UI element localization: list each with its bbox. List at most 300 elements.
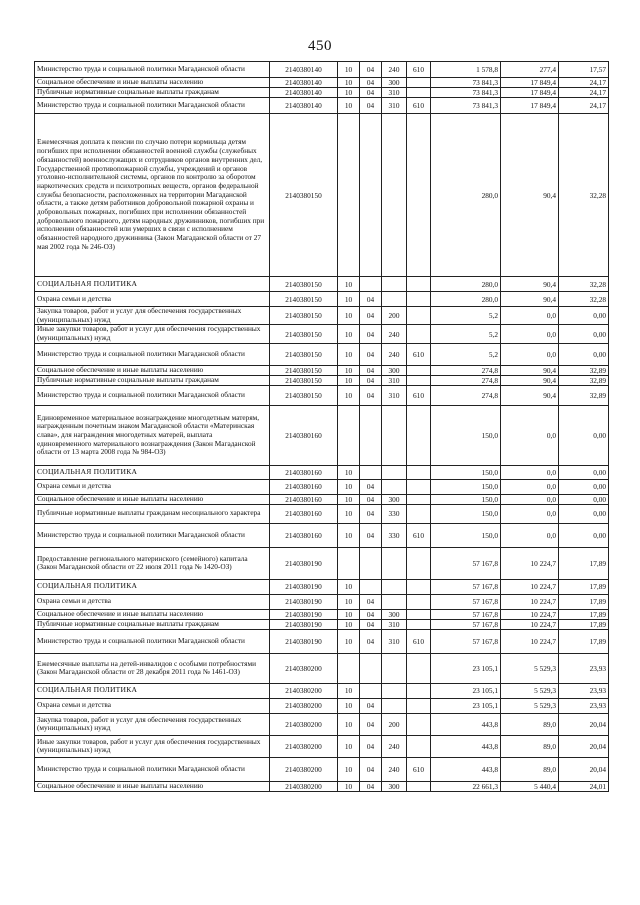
expense-type-code: 330 bbox=[382, 523, 407, 547]
department-code bbox=[407, 579, 431, 594]
subsection-code: 04 bbox=[360, 343, 382, 365]
subsection-code: 04 bbox=[360, 698, 382, 713]
department-code bbox=[407, 375, 431, 385]
section-code: 10 bbox=[338, 609, 360, 619]
row-name: Министерство труда и социальной политики Магаданской области bbox=[35, 343, 270, 365]
executed-amount: 90,4 bbox=[501, 277, 559, 292]
execution-percent: 17,89 bbox=[559, 619, 609, 629]
department-code: 610 bbox=[407, 523, 431, 547]
execution-percent: 20,04 bbox=[559, 735, 609, 757]
executed-amount: 5 529,3 bbox=[501, 653, 559, 683]
department-code bbox=[407, 683, 431, 698]
executed-amount: 5 529,3 bbox=[501, 683, 559, 698]
approved-amount: 443,8 bbox=[431, 757, 501, 781]
row-name: Охрана семьи и детства bbox=[35, 292, 270, 307]
executed-amount: 277,4 bbox=[501, 62, 559, 78]
table-row bbox=[35, 683, 609, 698]
section-code bbox=[338, 653, 360, 683]
subsection-code bbox=[360, 683, 382, 698]
execution-percent: 23,93 bbox=[559, 653, 609, 683]
department-code bbox=[407, 114, 431, 277]
department-code bbox=[407, 307, 431, 325]
approved-amount: 5,2 bbox=[431, 343, 501, 365]
executed-amount: 0,0 bbox=[501, 523, 559, 547]
executed-amount: 90,4 bbox=[501, 292, 559, 307]
execution-percent: 0,00 bbox=[559, 479, 609, 494]
table-row bbox=[35, 114, 609, 277]
execution-percent: 32,89 bbox=[559, 365, 609, 375]
row-name: Социальное обеспечение и иные выплаты населению bbox=[35, 78, 270, 88]
executed-amount: 10 224,7 bbox=[501, 579, 559, 594]
section-code: 10 bbox=[338, 307, 360, 325]
executed-amount: 90,4 bbox=[501, 365, 559, 375]
subsection-code: 04 bbox=[360, 781, 382, 791]
section-code bbox=[338, 114, 360, 277]
row-name: Закупка товаров, работ и услуг для обеспечения государственных (муниципальных) нужд bbox=[35, 307, 270, 325]
executed-amount: 10 224,7 bbox=[501, 609, 559, 619]
target-article-code: 2140380140 bbox=[270, 62, 338, 78]
executed-amount: 5 440,4 bbox=[501, 781, 559, 791]
row-name: Предоставление регионального материнского (семейного) капитала (Закон Магаданской области от 22 июля 2011 года № 1420-ОЗ) bbox=[35, 547, 270, 579]
expense-type-code: 310 bbox=[382, 385, 407, 405]
approved-amount: 150,0 bbox=[431, 494, 501, 504]
executed-amount: 89,0 bbox=[501, 713, 559, 735]
page-number: 450 bbox=[308, 38, 332, 54]
subsection-code: 04 bbox=[360, 619, 382, 629]
table-row bbox=[35, 88, 609, 98]
target-article-code: 2140380190 bbox=[270, 619, 338, 629]
row-name: СОЦИАЛЬНАЯ ПОЛИТИКА bbox=[35, 683, 270, 698]
department-code bbox=[407, 609, 431, 619]
executed-amount: 10 224,7 bbox=[501, 629, 559, 653]
expense-type-code: 200 bbox=[382, 713, 407, 735]
executed-amount: 0,0 bbox=[501, 343, 559, 365]
row-name: СОЦИАЛЬНАЯ ПОЛИТИКА bbox=[35, 277, 270, 292]
department-code bbox=[407, 594, 431, 609]
target-article-code: 2140380140 bbox=[270, 78, 338, 88]
department-code bbox=[407, 619, 431, 629]
section-code: 10 bbox=[338, 494, 360, 504]
section-code: 10 bbox=[338, 78, 360, 88]
row-name: Единовременное материальное вознаграждение многодетным матерям, награжденным почетным знаком Магаданской области «Материнская слава», для награждения многодетных матерей, выплата единовременного материального вознаграждения (Закон Магаданской области от 13 марта 2008 года № 984-ОЗ) bbox=[35, 405, 270, 465]
row-name: Публичные нормативные выплаты гражданам несоциального характера bbox=[35, 504, 270, 523]
section-code: 10 bbox=[338, 781, 360, 791]
expense-type-code: 300 bbox=[382, 494, 407, 504]
department-code bbox=[407, 479, 431, 494]
executed-amount: 5 529,3 bbox=[501, 698, 559, 713]
subsection-code: 04 bbox=[360, 504, 382, 523]
target-article-code: 2140380200 bbox=[270, 735, 338, 757]
table-row bbox=[35, 619, 609, 629]
section-code: 10 bbox=[338, 579, 360, 594]
row-name: Социальное обеспечение и иные выплаты населению bbox=[35, 781, 270, 791]
target-article-code: 2140380200 bbox=[270, 713, 338, 735]
target-article-code: 2140380160 bbox=[270, 479, 338, 494]
subsection-code: 04 bbox=[360, 594, 382, 609]
row-name: СОЦИАЛЬНАЯ ПОЛИТИКА bbox=[35, 465, 270, 479]
execution-percent: 17,89 bbox=[559, 629, 609, 653]
subsection-code: 04 bbox=[360, 735, 382, 757]
row-name: Ежемесячные выплаты на детей-инвалидов с особыми потребностями (Закон Магаданской области от 28 декабря 2011 года № 1461-ОЗ) bbox=[35, 653, 270, 683]
approved-amount: 1 578,8 bbox=[431, 62, 501, 78]
executed-amount: 89,0 bbox=[501, 757, 559, 781]
executed-amount: 0,0 bbox=[501, 325, 559, 343]
department-code bbox=[407, 713, 431, 735]
section-code bbox=[338, 547, 360, 579]
subsection-code: 04 bbox=[360, 62, 382, 78]
subsection-code bbox=[360, 405, 382, 465]
expense-type-code: 330 bbox=[382, 504, 407, 523]
table-row bbox=[35, 594, 609, 609]
subsection-code bbox=[360, 465, 382, 479]
table-row bbox=[35, 78, 609, 88]
approved-amount: 57 167,8 bbox=[431, 609, 501, 619]
approved-amount: 23 105,1 bbox=[431, 683, 501, 698]
approved-amount: 150,0 bbox=[431, 465, 501, 479]
section-code: 10 bbox=[338, 325, 360, 343]
section-code: 10 bbox=[338, 375, 360, 385]
budget-table bbox=[34, 61, 609, 792]
table-row bbox=[35, 479, 609, 494]
table-row bbox=[35, 325, 609, 343]
approved-amount: 23 105,1 bbox=[431, 698, 501, 713]
approved-amount: 73 841,3 bbox=[431, 88, 501, 98]
expense-type-code: 300 bbox=[382, 781, 407, 791]
execution-percent: 32,89 bbox=[559, 375, 609, 385]
subsection-code: 04 bbox=[360, 375, 382, 385]
row-name: Публичные нормативные социальные выплаты гражданам bbox=[35, 619, 270, 629]
row-name: Охрана семьи и детства bbox=[35, 698, 270, 713]
approved-amount: 57 167,8 bbox=[431, 579, 501, 594]
target-article-code: 2140380150 bbox=[270, 343, 338, 365]
subsection-code: 04 bbox=[360, 365, 382, 375]
department-code bbox=[407, 465, 431, 479]
row-name: Социальное обеспечение и иные выплаты населению bbox=[35, 609, 270, 619]
section-code: 10 bbox=[338, 757, 360, 781]
target-article-code: 2140380150 bbox=[270, 375, 338, 385]
department-code bbox=[407, 88, 431, 98]
expense-type-code: 240 bbox=[382, 62, 407, 78]
section-code: 10 bbox=[338, 713, 360, 735]
table-row bbox=[35, 62, 609, 78]
executed-amount: 90,4 bbox=[501, 114, 559, 277]
expense-type-code: 200 bbox=[382, 307, 407, 325]
table-row bbox=[35, 653, 609, 683]
row-name: Закупка товаров, работ и услуг для обеспечения государственных (муниципальных) нужд bbox=[35, 713, 270, 735]
target-article-code: 2140380190 bbox=[270, 579, 338, 594]
section-code: 10 bbox=[338, 98, 360, 114]
department-code: 610 bbox=[407, 98, 431, 114]
subsection-code bbox=[360, 579, 382, 594]
approved-amount: 57 167,8 bbox=[431, 629, 501, 653]
target-article-code: 2140380160 bbox=[270, 504, 338, 523]
expense-type-code: 310 bbox=[382, 619, 407, 629]
section-code: 10 bbox=[338, 619, 360, 629]
approved-amount: 73 841,3 bbox=[431, 98, 501, 114]
table-row bbox=[35, 504, 609, 523]
subsection-code: 04 bbox=[360, 78, 382, 88]
expense-type-code bbox=[382, 698, 407, 713]
subsection-code: 04 bbox=[360, 494, 382, 504]
section-code: 10 bbox=[338, 683, 360, 698]
executed-amount: 10 224,7 bbox=[501, 619, 559, 629]
approved-amount: 274,8 bbox=[431, 375, 501, 385]
execution-percent: 0,00 bbox=[559, 523, 609, 547]
subsection-code: 04 bbox=[360, 479, 382, 494]
expense-type-code: 310 bbox=[382, 629, 407, 653]
row-name: Охрана семьи и детства bbox=[35, 479, 270, 494]
target-article-code: 2140380200 bbox=[270, 683, 338, 698]
expense-type-code bbox=[382, 114, 407, 277]
execution-percent: 0,00 bbox=[559, 465, 609, 479]
section-code: 10 bbox=[338, 735, 360, 757]
row-name: Социальное обеспечение и иные выплаты населению bbox=[35, 365, 270, 375]
section-code: 10 bbox=[338, 88, 360, 98]
expense-type-code bbox=[382, 405, 407, 465]
subsection-code bbox=[360, 114, 382, 277]
target-article-code: 2140380150 bbox=[270, 277, 338, 292]
subsection-code bbox=[360, 277, 382, 292]
subsection-code: 04 bbox=[360, 757, 382, 781]
expense-type-code: 300 bbox=[382, 609, 407, 619]
expense-type-code: 300 bbox=[382, 365, 407, 375]
table-row bbox=[35, 609, 609, 619]
subsection-code: 04 bbox=[360, 292, 382, 307]
executed-amount: 90,4 bbox=[501, 375, 559, 385]
row-name: СОЦИАЛЬНАЯ ПОЛИТИКА bbox=[35, 579, 270, 594]
execution-percent: 17,57 bbox=[559, 62, 609, 78]
executed-amount: 10 224,7 bbox=[501, 547, 559, 579]
row-name: Министерство труда и социальной политики Магаданской области bbox=[35, 757, 270, 781]
table-row bbox=[35, 307, 609, 325]
table-row bbox=[35, 343, 609, 365]
subsection-code: 04 bbox=[360, 98, 382, 114]
target-article-code: 2140380150 bbox=[270, 292, 338, 307]
execution-percent: 24,17 bbox=[559, 88, 609, 98]
department-code bbox=[407, 78, 431, 88]
subsection-code: 04 bbox=[360, 713, 382, 735]
target-article-code: 2140380190 bbox=[270, 594, 338, 609]
approved-amount: 443,8 bbox=[431, 713, 501, 735]
approved-amount: 23 105,1 bbox=[431, 653, 501, 683]
executed-amount: 0,0 bbox=[501, 307, 559, 325]
target-article-code: 2140380150 bbox=[270, 114, 338, 277]
execution-percent: 0,00 bbox=[559, 504, 609, 523]
approved-amount: 22 661,3 bbox=[431, 781, 501, 791]
target-article-code: 2140380200 bbox=[270, 698, 338, 713]
table-row bbox=[35, 781, 609, 791]
section-code: 10 bbox=[338, 629, 360, 653]
approved-amount: 150,0 bbox=[431, 405, 501, 465]
execution-percent: 24,17 bbox=[559, 78, 609, 88]
table-row bbox=[35, 375, 609, 385]
section-code: 10 bbox=[338, 504, 360, 523]
execution-percent: 24,01 bbox=[559, 781, 609, 791]
section-code: 10 bbox=[338, 277, 360, 292]
table-row bbox=[35, 757, 609, 781]
target-article-code: 2140380150 bbox=[270, 385, 338, 405]
target-article-code: 2140380200 bbox=[270, 781, 338, 791]
executed-amount: 0,0 bbox=[501, 465, 559, 479]
execution-percent: 24,17 bbox=[559, 98, 609, 114]
expense-type-code: 240 bbox=[382, 735, 407, 757]
expense-type-code bbox=[382, 594, 407, 609]
row-name: Министерство труда и социальной политики Магаданской области bbox=[35, 629, 270, 653]
department-code bbox=[407, 494, 431, 504]
approved-amount: 150,0 bbox=[431, 523, 501, 547]
execution-percent: 23,93 bbox=[559, 683, 609, 698]
department-code: 610 bbox=[407, 757, 431, 781]
department-code bbox=[407, 698, 431, 713]
department-code: 610 bbox=[407, 343, 431, 365]
department-code bbox=[407, 653, 431, 683]
approved-amount: 73 841,3 bbox=[431, 78, 501, 88]
subsection-code: 04 bbox=[360, 523, 382, 547]
row-name: Ежемесячная доплата к пенсии по случаю потери кормильца детям погибших при исполнении обязанностей военной службы (служебных обязанностей) военнослужащих и сотрудников органов внутренних дел, Государственной противопожарной службы, учреждений и органов уголовно-исполнительной системы, органов по контролю за оборотом наркотических средств и психотропных веществ, органов федеральной службы безопасности, расположенных на территории Магаданской области, а также детям работников добровольной пожарной охраны и добровольных пожарных, погибших при исполнении обязанностей добровольного пожарного, детям народных дружинников, погибших при исполнении обязанностей или умерших в связи с исполнением обязанностей народного дружинника (Закон Магаданской области от 27 мая 2002 года № 246-ОЗ) bbox=[35, 114, 270, 277]
row-name: Министерство труда и социальной политики Магаданской области bbox=[35, 523, 270, 547]
subsection-code bbox=[360, 547, 382, 579]
table-body bbox=[35, 62, 609, 792]
execution-percent: 0,00 bbox=[559, 494, 609, 504]
department-code bbox=[407, 735, 431, 757]
row-name: Министерство труда и социальной политики Магаданской области bbox=[35, 98, 270, 114]
expense-type-code bbox=[382, 292, 407, 307]
approved-amount: 5,2 bbox=[431, 307, 501, 325]
approved-amount: 57 167,8 bbox=[431, 547, 501, 579]
section-code: 10 bbox=[338, 385, 360, 405]
execution-percent: 17,89 bbox=[559, 579, 609, 594]
department-code bbox=[407, 277, 431, 292]
executed-amount: 0,0 bbox=[501, 504, 559, 523]
execution-percent: 0,00 bbox=[559, 307, 609, 325]
target-article-code: 2140380200 bbox=[270, 757, 338, 781]
execution-percent: 32,28 bbox=[559, 114, 609, 277]
approved-amount: 280,0 bbox=[431, 292, 501, 307]
execution-percent: 17,89 bbox=[559, 609, 609, 619]
approved-amount: 5,2 bbox=[431, 325, 501, 343]
target-article-code: 2140380190 bbox=[270, 629, 338, 653]
executed-amount: 0,0 bbox=[501, 494, 559, 504]
execution-percent: 32,28 bbox=[559, 292, 609, 307]
section-code: 10 bbox=[338, 479, 360, 494]
expense-type-code: 300 bbox=[382, 78, 407, 88]
approved-amount: 274,8 bbox=[431, 365, 501, 375]
expense-type-code: 240 bbox=[382, 325, 407, 343]
approved-amount: 150,0 bbox=[431, 479, 501, 494]
subsection-code: 04 bbox=[360, 385, 382, 405]
section-code: 10 bbox=[338, 698, 360, 713]
target-article-code: 2140380150 bbox=[270, 365, 338, 375]
subsection-code: 04 bbox=[360, 609, 382, 619]
row-name: Министерство труда и социальной политики Магаданской области bbox=[35, 385, 270, 405]
approved-amount: 57 167,8 bbox=[431, 619, 501, 629]
target-article-code: 2140380140 bbox=[270, 88, 338, 98]
execution-percent: 0,00 bbox=[559, 325, 609, 343]
department-code bbox=[407, 547, 431, 579]
table-row bbox=[35, 547, 609, 579]
department-code bbox=[407, 781, 431, 791]
execution-percent: 0,00 bbox=[559, 405, 609, 465]
department-code bbox=[407, 365, 431, 375]
approved-amount: 274,8 bbox=[431, 385, 501, 405]
executed-amount: 17 849,4 bbox=[501, 78, 559, 88]
expense-type-code: 240 bbox=[382, 343, 407, 365]
target-article-code: 2140380150 bbox=[270, 325, 338, 343]
department-code bbox=[407, 292, 431, 307]
approved-amount: 150,0 bbox=[431, 504, 501, 523]
execution-percent: 20,04 bbox=[559, 757, 609, 781]
executed-amount: 90,4 bbox=[501, 385, 559, 405]
table-row bbox=[35, 523, 609, 547]
approved-amount: 280,0 bbox=[431, 114, 501, 277]
section-code: 10 bbox=[338, 62, 360, 78]
executed-amount: 10 224,7 bbox=[501, 594, 559, 609]
target-article-code: 2140380160 bbox=[270, 494, 338, 504]
target-article-code: 2140380200 bbox=[270, 653, 338, 683]
department-code: 610 bbox=[407, 385, 431, 405]
executed-amount: 89,0 bbox=[501, 735, 559, 757]
row-name: Социальное обеспечение и иные выплаты населению bbox=[35, 494, 270, 504]
execution-percent: 17,89 bbox=[559, 594, 609, 609]
target-article-code: 2140380190 bbox=[270, 547, 338, 579]
execution-percent: 23,93 bbox=[559, 698, 609, 713]
table-row bbox=[35, 713, 609, 735]
table-row bbox=[35, 277, 609, 292]
expense-type-code: 310 bbox=[382, 88, 407, 98]
section-code: 10 bbox=[338, 365, 360, 375]
table-row bbox=[35, 292, 609, 307]
expense-type-code bbox=[382, 579, 407, 594]
executed-amount: 17 849,4 bbox=[501, 98, 559, 114]
target-article-code: 2140380160 bbox=[270, 405, 338, 465]
section-code: 10 bbox=[338, 523, 360, 547]
section-code: 10 bbox=[338, 292, 360, 307]
row-name: Министерство труда и социальной политики Магаданской области bbox=[35, 62, 270, 78]
approved-amount: 280,0 bbox=[431, 277, 501, 292]
execution-percent: 0,00 bbox=[559, 343, 609, 365]
department-code bbox=[407, 504, 431, 523]
table-row bbox=[35, 629, 609, 653]
expense-type-code bbox=[382, 277, 407, 292]
section-code bbox=[338, 405, 360, 465]
target-article-code: 2140380150 bbox=[270, 307, 338, 325]
execution-percent: 32,89 bbox=[559, 385, 609, 405]
table-row bbox=[35, 494, 609, 504]
execution-percent: 17,89 bbox=[559, 547, 609, 579]
department-code bbox=[407, 325, 431, 343]
section-code: 10 bbox=[338, 594, 360, 609]
department-code: 610 bbox=[407, 62, 431, 78]
row-name: Публичные нормативные социальные выплаты гражданам bbox=[35, 375, 270, 385]
department-code: 610 bbox=[407, 629, 431, 653]
section-code: 10 bbox=[338, 343, 360, 365]
approved-amount: 443,8 bbox=[431, 735, 501, 757]
expense-type-code bbox=[382, 653, 407, 683]
executed-amount: 0,0 bbox=[501, 405, 559, 465]
expense-type-code bbox=[382, 479, 407, 494]
execution-percent: 32,28 bbox=[559, 277, 609, 292]
expense-type-code: 240 bbox=[382, 757, 407, 781]
table-row bbox=[35, 365, 609, 375]
table-row bbox=[35, 735, 609, 757]
expense-type-code: 310 bbox=[382, 375, 407, 385]
execution-percent: 20,04 bbox=[559, 713, 609, 735]
table-row bbox=[35, 385, 609, 405]
table-row bbox=[35, 405, 609, 465]
table-row bbox=[35, 98, 609, 114]
target-article-code: 2140380160 bbox=[270, 523, 338, 547]
target-article-code: 2140380160 bbox=[270, 465, 338, 479]
